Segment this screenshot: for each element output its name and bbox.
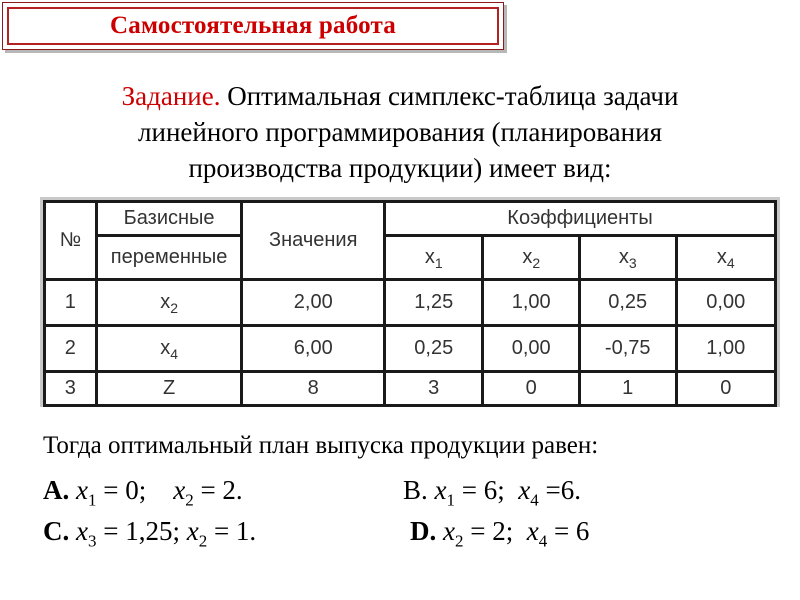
- row-coef: 1: [579, 372, 676, 406]
- header-basis-1: Базисные: [96, 202, 242, 236]
- row-coef: 1,00: [676, 326, 776, 372]
- table-row: [45, 326, 776, 372]
- answer-d[interactable]: D. $x_2 = 2$; $x_4 = 6$: [410, 516, 590, 551]
- header-coeffs: Коэффициенты: [385, 202, 776, 236]
- row-basis: Z: [96, 372, 242, 406]
- row-coef: 0: [676, 372, 776, 406]
- row-coef: 0,25: [385, 326, 483, 372]
- answer-c[interactable]: С. $x_3 = 1,25$; $x_2 = 1$.: [43, 516, 257, 551]
- row-no: 3: [45, 372, 97, 406]
- task-line-3: производства продукции) имеет вид:: [188, 153, 612, 183]
- page-title: Самостоятельная работа: [110, 12, 396, 39]
- simplex-table-frame: [40, 197, 780, 407]
- row-coef: 0,25: [579, 280, 676, 326]
- answer-b[interactable]: В. $x_1 = 6$; $x_4 =6$.: [403, 475, 581, 510]
- row-value: 8: [242, 372, 385, 406]
- row-coef: -0,75: [579, 326, 676, 372]
- task-text: [40, 78, 760, 186]
- coef-header-x4: $x_4$: [676, 236, 776, 280]
- row-no: 1: [45, 280, 97, 326]
- header-basis-2: переменные: [96, 236, 242, 280]
- row-coef: 0,00: [676, 280, 776, 326]
- task-line-1: Оптимальная симплекс-таблица задачи: [227, 81, 679, 111]
- question-text: Тогда оптимальный план выпуска продукции равен:: [43, 432, 599, 459]
- row-coef: 1,25: [385, 280, 483, 326]
- row-basis: $x_2$: [96, 280, 242, 326]
- row-value: 2,00: [242, 280, 385, 326]
- row-coef: 0: [483, 372, 579, 406]
- answer-a[interactable]: А. $x_1 = 0$; $x_2 = 2$.: [43, 475, 243, 510]
- row-no: 2: [45, 326, 97, 372]
- row-coef: 0,00: [483, 326, 579, 372]
- row-basis: $x_4$: [96, 326, 242, 372]
- row-value: 6,00: [242, 326, 385, 372]
- row-coef: 1,00: [483, 280, 579, 326]
- task-line-2: линейного программирования (планирования: [138, 117, 662, 147]
- coef-header-x2: $x_2$: [483, 236, 579, 280]
- coef-header-x1: $x_1$: [385, 236, 483, 280]
- simplex-table: [43, 200, 777, 407]
- task-label: Задание.: [121, 81, 221, 111]
- coef-header-x3: $x_3$: [579, 236, 676, 280]
- title-frame: [7, 7, 499, 45]
- table-row: [45, 372, 776, 406]
- header-no: №: [45, 202, 97, 280]
- title-box: [2, 2, 504, 50]
- header-values: Значения: [242, 202, 385, 280]
- table-row: [45, 280, 776, 326]
- row-coef: 3: [385, 372, 483, 406]
